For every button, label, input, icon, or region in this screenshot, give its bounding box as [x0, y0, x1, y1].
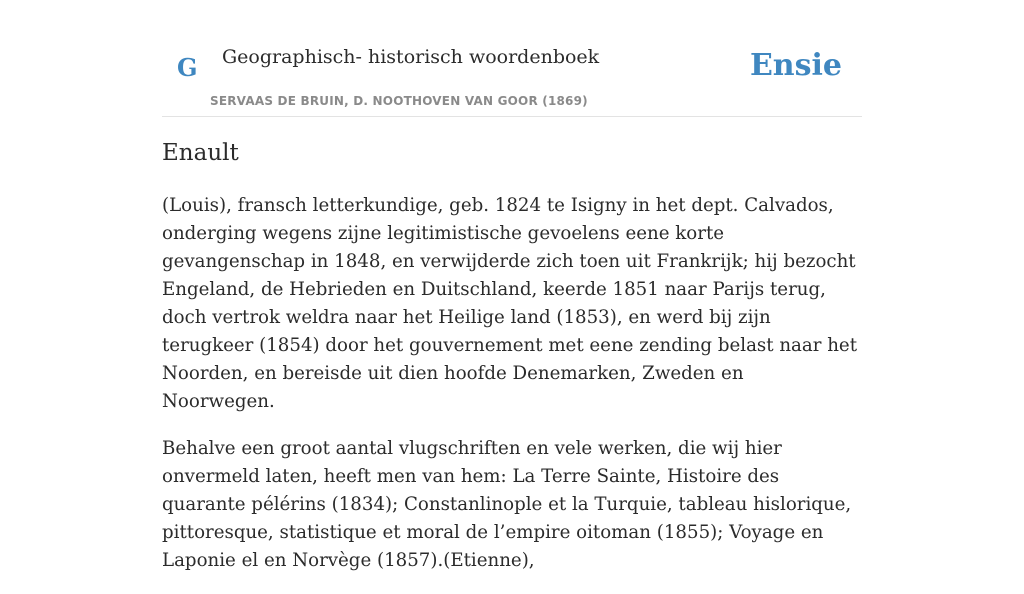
entry-paragraph: Behalve een groot aantal vlugschriften en vele werken, die wij hier onvermeld laten, heeft men van hem: La Terre Sainte, Histoire des quarante pélérins (1834); Constanlinople et la Turquie, tableau hislorique, pittoresque, statistique et moral de l’empire oitoman (1855); Voyage en Laponie el en Norvège (1857).(Etienne),	[162, 438, 852, 571]
entry-title: Enault	[162, 140, 239, 166]
entry-content	[162, 192, 862, 594]
ensie-logo[interactable]: Ensie	[749, 48, 842, 83]
book-authors: SERVAAS DE BRUIN, D. NOOTHOVEN VAN GOOR (1869)	[210, 94, 588, 108]
book-title-link[interactable]: Geographisch- historisch woordenboek	[222, 46, 600, 68]
page-header	[162, 0, 862, 117]
entry-paragraph: (Louis), fransch letterkundige, geb. 1824 te Isigny in het dept. Calvados, onderging wegens zijne legitimistische gevoelens eene korte gevangenschap in 1848, en verwijderde zich toen uit Frankrijk; hij bezocht Engeland, de Hebrieden en Duitschland, keerde 1851 naar Parijs terug, doch vertrok weldra naar het Heilige land (1853), en werd bij zijn terugkeer (1854) door het gouvernement met eene zending belast naar het Noorden, en bereisde uit dien hoofde Denemarken, Zweden en Noorwegen.	[162, 195, 858, 412]
book-logo-icon[interactable]: G	[177, 53, 198, 82]
